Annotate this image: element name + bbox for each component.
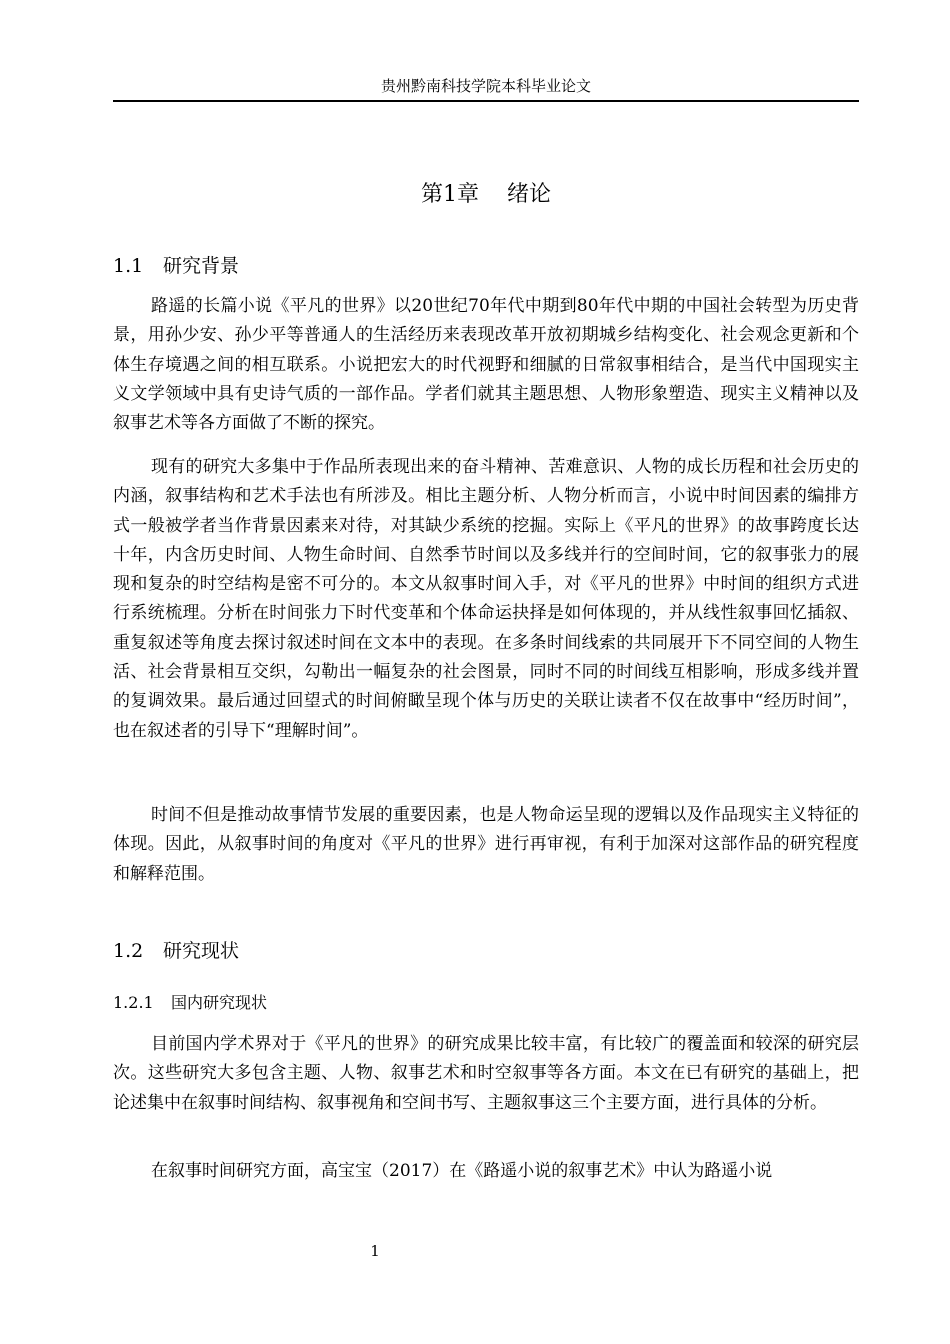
page-number: 1 bbox=[370, 1242, 380, 1260]
chapter-title bbox=[113, 180, 859, 210]
section-title: 研究现状 bbox=[163, 940, 240, 962]
running-header: 贵州黔南科技学院本科毕业论文 bbox=[113, 76, 859, 102]
paragraph: 时间不但是推动故事情节发展的重要因素，也是人物命运呈现的逻辑以及作品现实主义特征的体现。因此，从叙事时间的角度对《平凡的世界》进行再审视，有利于加深对这部作品的研究程度和解释范围。 bbox=[113, 805, 859, 884]
section-title: 研究背景 bbox=[163, 255, 240, 277]
chapter-number: 第1章 bbox=[420, 182, 479, 207]
section-heading-1-1 bbox=[113, 252, 239, 280]
subsection-title: 国内研究现状 bbox=[171, 993, 268, 1012]
section-heading-1-2 bbox=[113, 937, 239, 965]
chapter-name: 绪论 bbox=[506, 182, 551, 207]
paragraph: 目前国内学术界对于《平凡的世界》的研究成果比较丰富，有比较广的覆盖面和较深的研究层次。这些研究大多包含主题、人物、叙事艺术和时空叙事等各方面。本文在已有研究的基础上，把论述集中在叙事时间结构、叙事视角和空间书写、主题叙事这三个主要方面，进行具体的分析。 bbox=[113, 1034, 859, 1113]
subsection-number: 1.2.1 bbox=[113, 993, 154, 1012]
subsection-heading-1-2-1 bbox=[113, 991, 267, 1015]
paragraph: 在叙事时间研究方面，高宝宝（2017）在《路遥小说的叙事艺术》中认为路遥小说 bbox=[151, 1161, 773, 1181]
paragraph: 路遥的长篇小说《平凡的世界》以20世纪70年代中期到80年代中期的中国社会转型为历史背景，用孙少安、孙少平等普通人的生活经历来表现改革开放初期城乡结构变化、社会观念更新和个体生存境遇之间的相互联系。小说把宏大的时代视野和细腻的日常叙事相结合，是当代中国现实主义文学领域中具有史诗气质的一部作品。学者们就其主题思想、人物形象塑造、现实主义精神以及叙事艺术等各方面做了不断的探究。 bbox=[113, 296, 859, 434]
section-number: 1.1 bbox=[113, 255, 144, 277]
section-number: 1.2 bbox=[113, 940, 144, 962]
paragraph: 现有的研究大多集中于作品所表现出来的奋斗精神、苦难意识、人物的成长历程和社会历史的内涵，叙事结构和艺术手法也有所涉及。相比主题分析、人物分析而言，小说中时间因素的编排方式一般被学者当作背景因素来对待，对其缺少系统的挖掘。实际上《平凡的世界》的故事跨度长达十年，内含历史时间、人物生命时间、自然季节时间以及多线并行的空间时间，它的叙事张力的展现和复杂的时空结构是密不可分的。本文从叙事时间入手，对《平凡的世界》中时间的组织方式进行系统梳理。分析在时间张力下时代变革和个体命运抉择是如何体现的，并从线性叙事回忆插叙、重复叙述等角度去探讨叙述时间在文本中的表现。在多条时间线索的共同展开下不同空间的人物生活、社会背景相互交织，勾勒出一幅复杂的社会图景，同时不同的时间线互相影响，形成多线并置的复调效果。最后通过回望式的时间俯瞰呈现个体与历史的关联让读者不仅在故事中“经历时间”，也在叙述者的引导下“理解时间”。 bbox=[113, 457, 859, 741]
